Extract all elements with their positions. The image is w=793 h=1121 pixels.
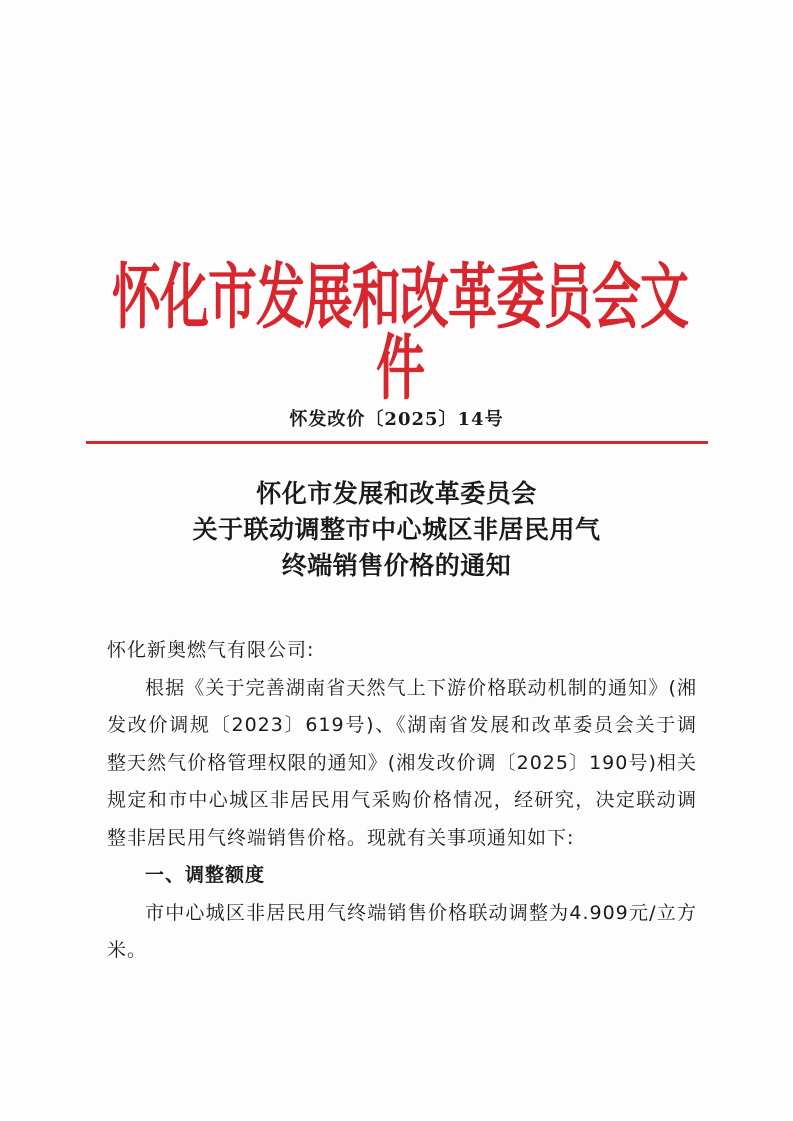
title-line-3: 终端销售价格的通知 <box>281 551 512 580</box>
paragraph-price: 市中心城区非居民用气终端销售价格联动调整为4.909元/立方米。 <box>107 901 697 961</box>
notice-body <box>107 632 697 970</box>
document-number: 怀发改价〔2025〕14号 <box>289 409 504 430</box>
paragraph-basis: 根据《关于完善湖南省天然气上下游价格联动机制的通知》(湘发改价调规〔2023〕619号)、《湖南省发展和改革委员会关于调整天然气价格管理权限的通知》(湘发改价调〔2025〕190号)相关规定和市中心城区非居民用气采购价格情况，经研究，决定联动调整非居民用气终端销售价格。现就有关事项通知如下: <box>107 676 697 849</box>
section-heading-adjustment: 一、调整额度 <box>145 864 266 886</box>
addressee: 怀化新奥燃气有限公司: <box>107 639 315 661</box>
notice-title <box>0 476 793 584</box>
title-line-2: 关于联动调整市中心城区非居民用气 <box>192 515 601 544</box>
issuing-authority-header: 怀化市发展和改革委员会文件 <box>111 256 688 410</box>
red-divider-line <box>86 441 708 444</box>
title-line-1: 怀化市发展和改革委员会 <box>256 479 537 508</box>
